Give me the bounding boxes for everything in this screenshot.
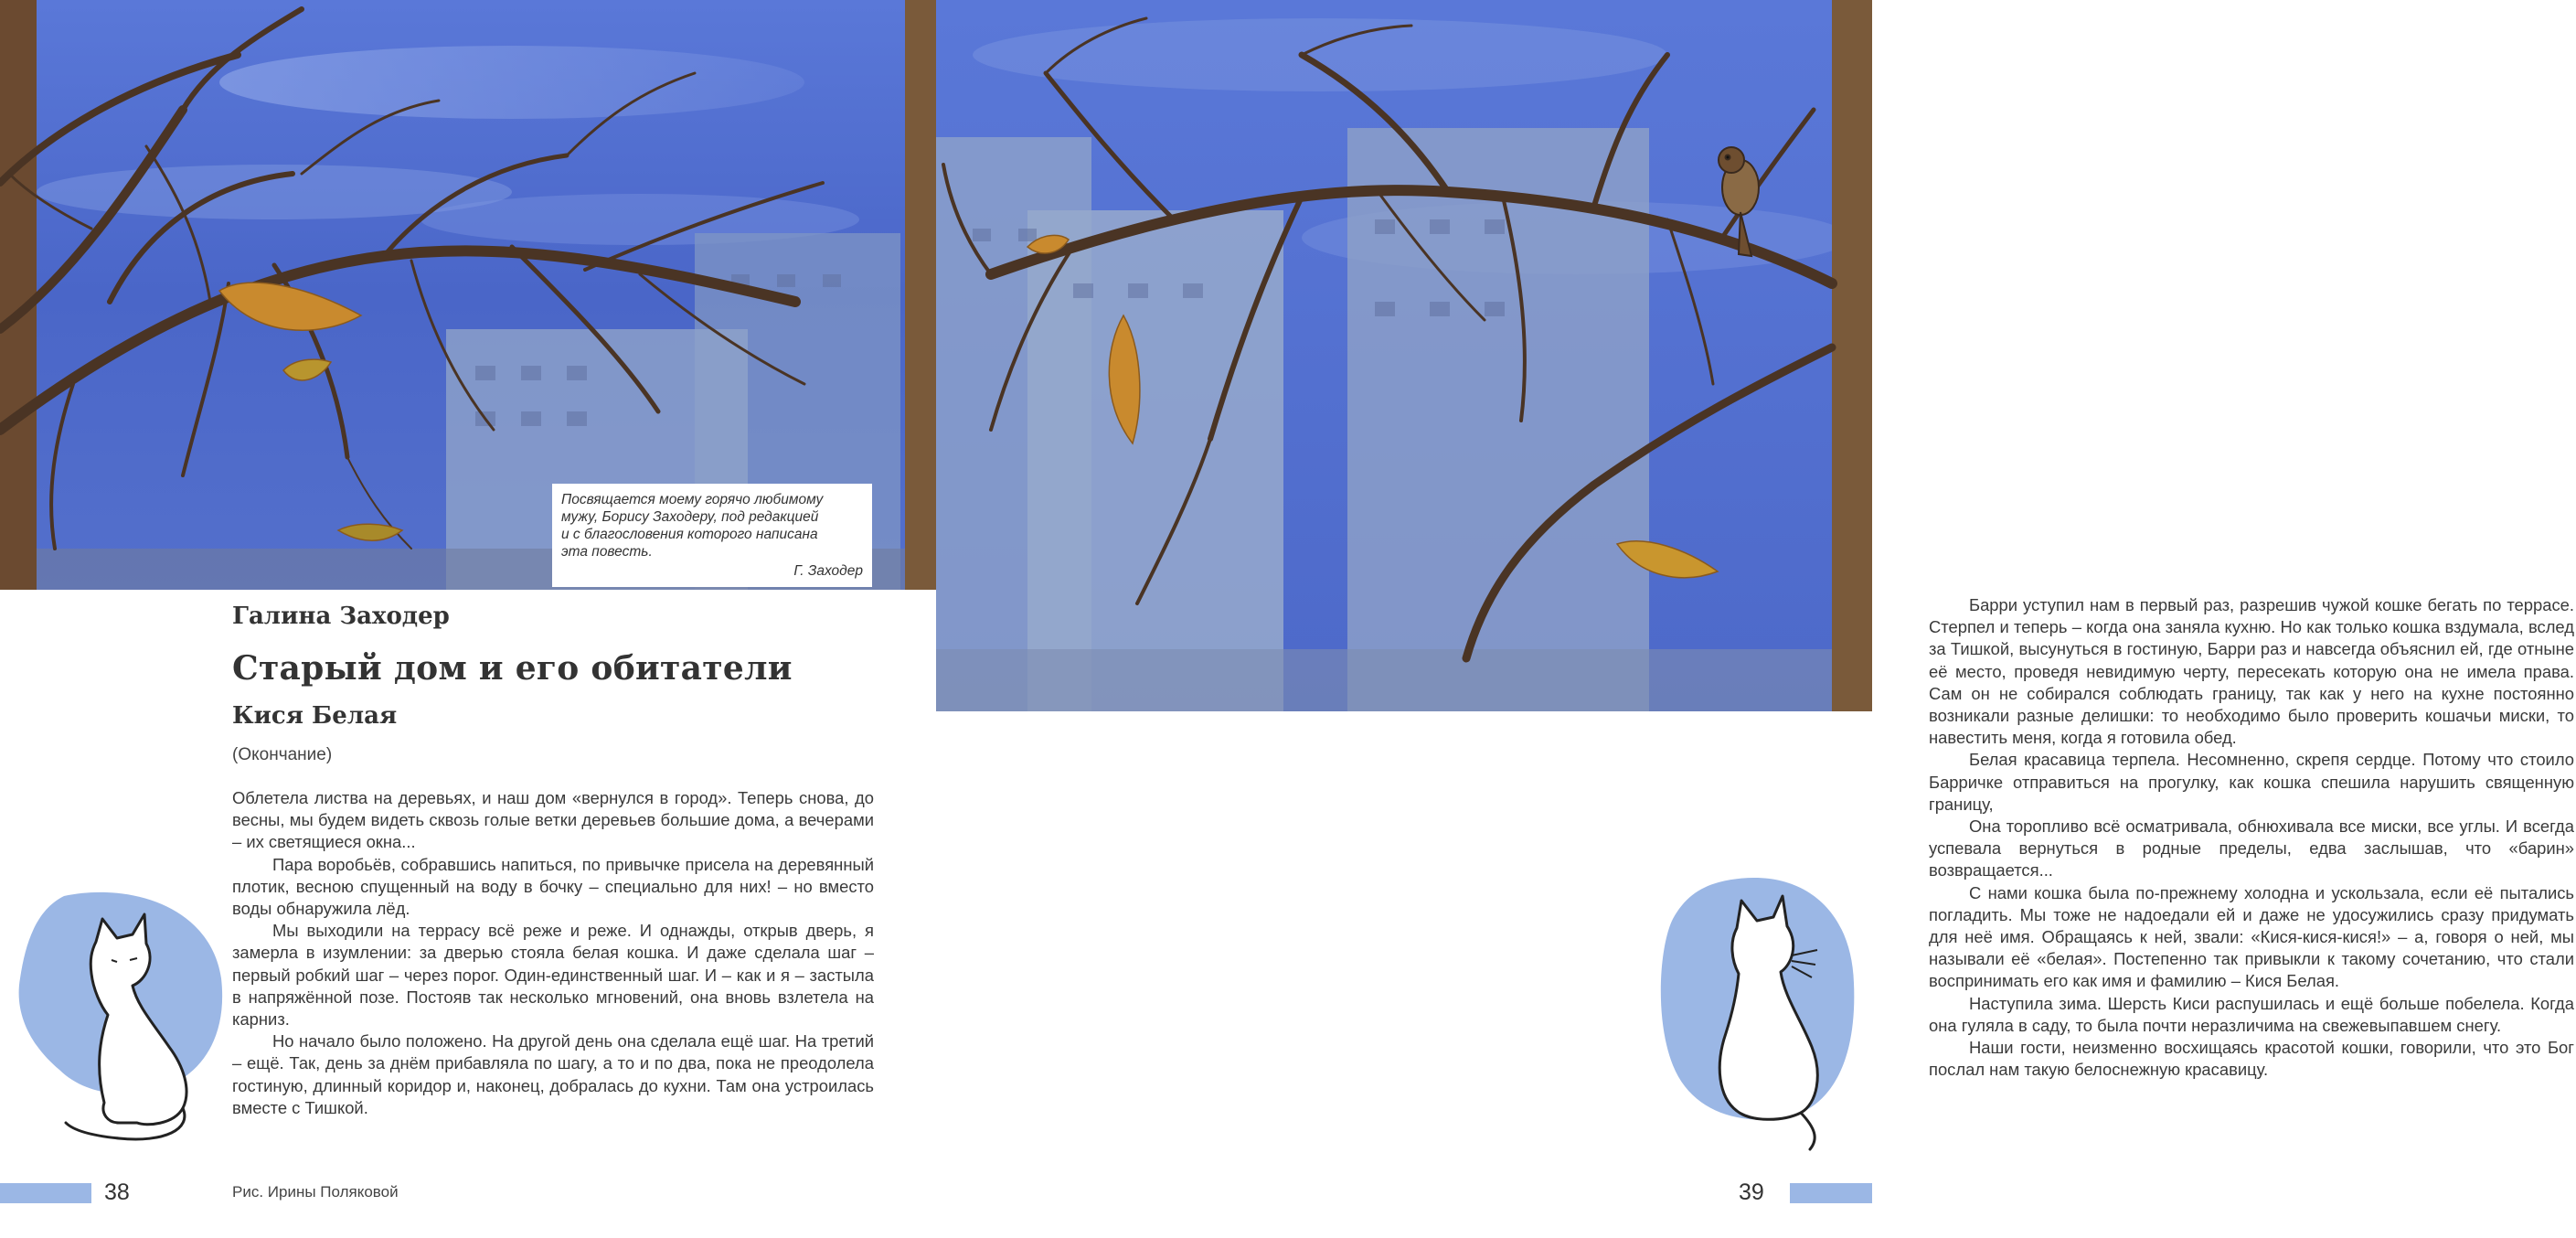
cat-illustration-right xyxy=(1655,864,1865,1157)
paragraph: Белая красавица терпела. Несомненно, скрепя сердце. Потому что стоило Барричке отправиться на прогулку, как кошка спешила нарушить священную границу, xyxy=(1929,750,2574,814)
chapter-subtitle: Кися Белая xyxy=(232,702,398,730)
story-title: Старый дом и его обитатели xyxy=(232,649,793,688)
page-number-right: 39 xyxy=(1739,1179,1764,1205)
page-number-left: 38 xyxy=(104,1179,130,1205)
continuation-note: (Окончание) xyxy=(232,745,333,764)
paragraph: Наши гости, неизменно восхищаясь красотой кошки, говорили, что это Бог послал нам такую белоснежную красавицу. xyxy=(1929,1038,2574,1080)
dedication-line: эта повесть. xyxy=(561,544,653,560)
right-body-text xyxy=(1929,594,2574,1081)
cat-illustration-left xyxy=(9,878,229,1143)
paragraph: Мы выходили на террасу всё реже и реже. И однажды, открыв дверь, я замерла в изумлении: за дверью стояла белая кошка. И даже сделала шаг – первый робкий шаг – через порог. Один-единственный шаг. И – как и я – застыла в напряжённой позе. Постояв так несколько мгновений, она вновь взлетела на карниз. xyxy=(232,921,874,1030)
paragraph: С нами кошка была по-прежнему холодна и ускользала, если её пытались погладить. Мы тоже не надоедали ей и даже не удосужились сразу придумать для неё имя. Обращаясь к ней, звали: «Кися-кися-кися!» – а, говоря о ней, мы называли её «белая». Постепенно так привыкли к такому сочетанию, что стали воспринимать его как имя и фамилию – Кися Белая. xyxy=(1929,882,2574,991)
dedication-box xyxy=(552,484,872,587)
paragraph: Барри уступил нам в первый раз, разрешив чужой кошке бегать по террасе. Стерпел и теперь – когда она заняла кухню. Но как только кошка вздумала, вслед за Тишкой, высунуться в гостиную, Барри раз и навсегда объяснил ей, где отныне её место, проведя невидимую черту, пересекать которую она не имела права. Сам он не собирался соблюдать границу, так как у него на кухне постоянно возникали разные делишки: то необходимо было проверить кошачьи миски, то навестить меня, когда я готовила обед. xyxy=(1929,595,2574,748)
paragraph: Она торопливо всё осматривала, обнюхивала все миски, все углы. И всегда успевала вернуться в родные пределы, едва заслышав, что «барин» возвращается... xyxy=(1929,816,2574,880)
right-illustration xyxy=(936,0,1872,711)
left-body-text xyxy=(232,787,874,1119)
paragraph: Наступила зима. Шерсть Киси распушилась и ещё больше побелела. Когда она гуляла в саду, то была почти неразличима на свежевыпавшем снегу. xyxy=(1929,993,2574,1035)
right-page-bar xyxy=(1790,1183,1872,1203)
illustration-credit: Рис. Ирины Поляковой xyxy=(232,1183,399,1201)
left-page-bar xyxy=(0,1183,91,1203)
paragraph: Облетела листва на деревьях, и наш дом «вернулся в город». Теперь снова, до весны, мы будем видеть сквозь голые ветки деревьев большие дома, а вечерами – их светящиеся окна... xyxy=(232,788,874,852)
right-page xyxy=(936,0,2574,1238)
author-name: Галина Заходер xyxy=(232,603,450,630)
dedication-line: Посвящается моему горячо любимому xyxy=(561,492,824,507)
dedication-line: мужу, Борису Заходеру, под редакцией xyxy=(561,509,819,525)
paragraph: Но начало было положено. На другой день она сделала ещё шаг. На третий – ещё. Так, день за днём прибавляла по шагу, а то и по два, пока не преодолела гостиную, длинный коридор и, наконец, добралась до кухни. Там она устроилась вместе с Тишкой. xyxy=(232,1031,874,1117)
left-page xyxy=(0,0,936,1238)
dedication-line: и с благословения которого написана xyxy=(561,527,818,542)
paragraph: Пара воробьёв, собравшись напиться, по привычке присела на деревянный плотик, весною спущенный на воду в бочку – специально для них! – но вместо воды обнаружила лёд. xyxy=(232,854,874,919)
dedication-signature: Г. Заходер xyxy=(793,563,863,579)
